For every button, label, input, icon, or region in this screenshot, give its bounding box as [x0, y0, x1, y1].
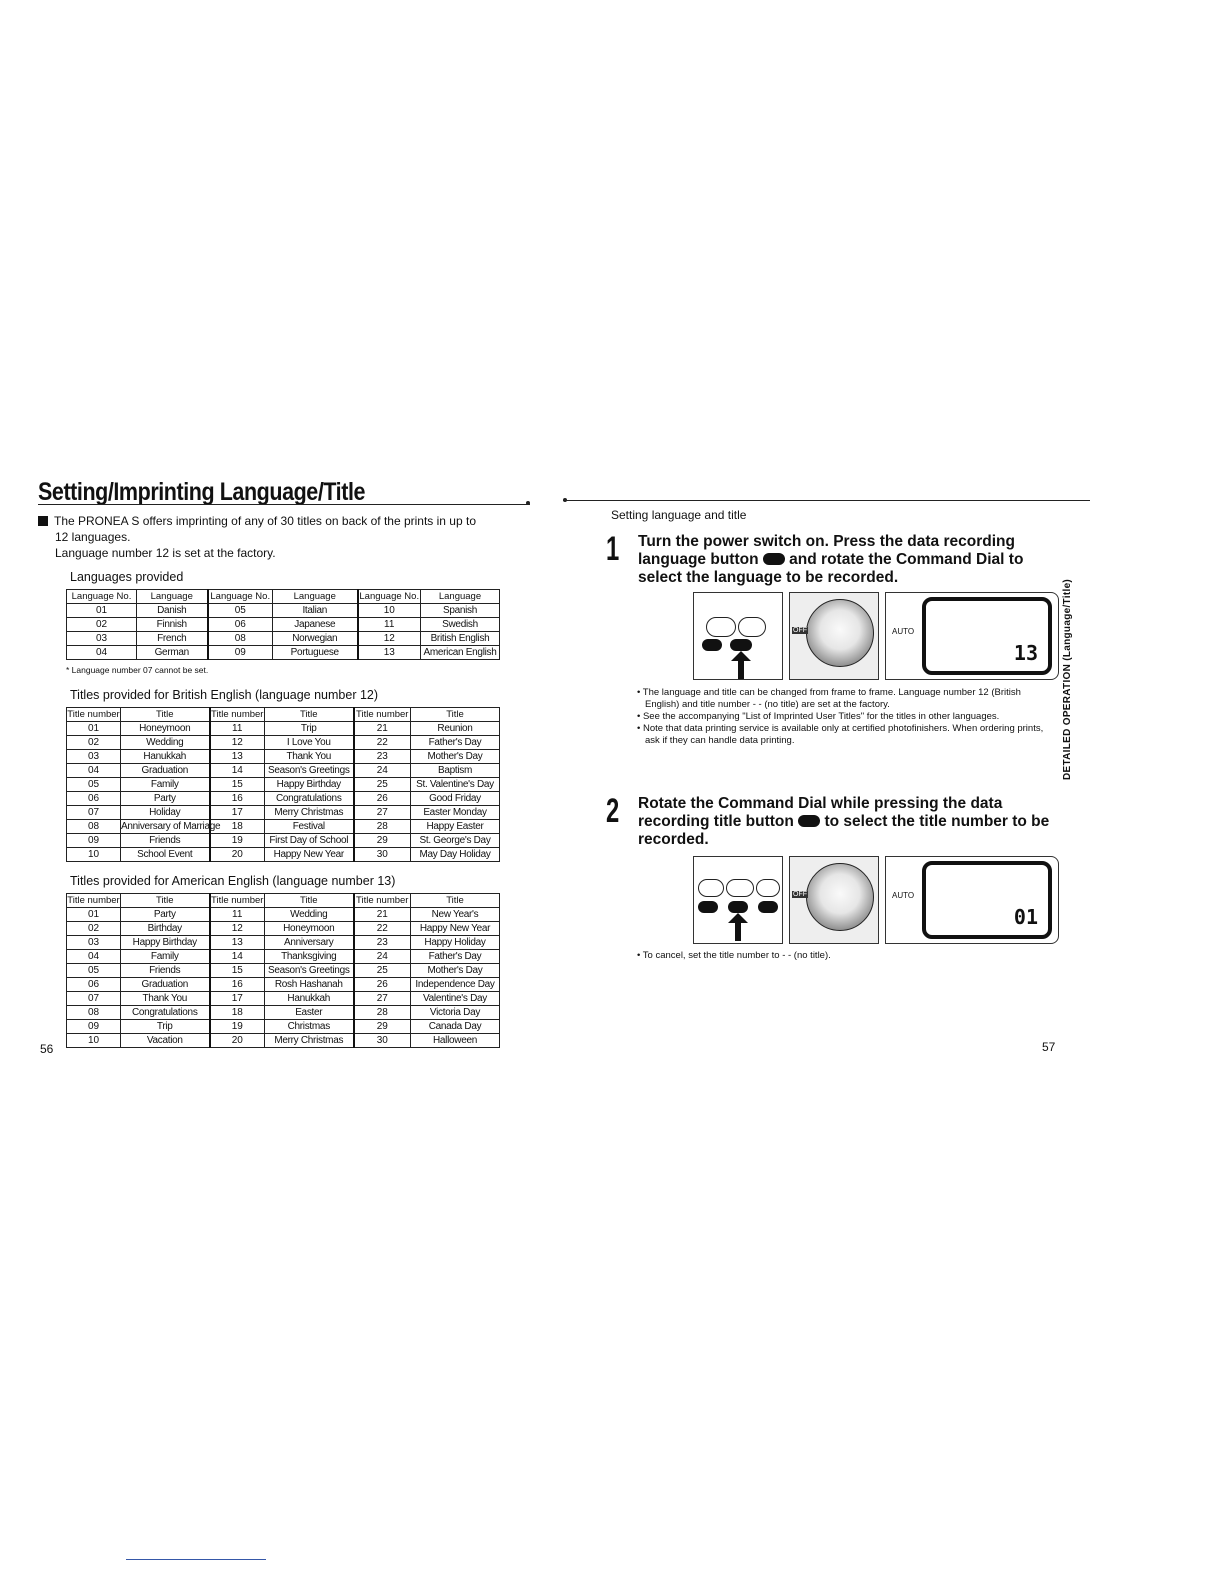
- table-cell: 27: [354, 992, 411, 1006]
- table-cell: 09: [208, 646, 273, 660]
- table-cell: 04: [67, 764, 121, 778]
- table-cell: 11: [210, 722, 265, 736]
- table-cell: Happy Birthday: [265, 778, 354, 792]
- table-header-row: [67, 894, 500, 908]
- table-cell: Friends: [121, 964, 210, 978]
- table-cell: 19: [210, 1020, 265, 1034]
- table-cell: Good Friday: [411, 792, 500, 806]
- step-2-line-3: recorded.: [638, 831, 709, 848]
- table-cell: Reunion: [411, 722, 500, 736]
- table-cell: 01: [67, 722, 121, 736]
- step-1-notes: [637, 687, 1047, 747]
- table-cell: 13: [210, 750, 265, 764]
- table-cell: Canada Day: [411, 1020, 500, 1034]
- square-bullet-icon: [38, 516, 48, 526]
- title-button-icon-inline: [798, 815, 820, 827]
- table-cell: 02: [67, 922, 121, 936]
- table-cell: 12: [210, 736, 265, 750]
- table-cell: Anniversary: [265, 936, 354, 950]
- table-cell: 02: [67, 736, 121, 750]
- table-cell: 01: [67, 604, 137, 618]
- step-1-line-3: select the language to be recorded.: [638, 569, 899, 586]
- flash-button-icon-2: [756, 879, 780, 897]
- table-cell: Congratulations: [265, 792, 354, 806]
- table-cell: 26: [354, 978, 411, 992]
- table-cell: Trip: [265, 722, 354, 736]
- table-header-cell: Language: [421, 590, 500, 604]
- table-cell: 08: [67, 820, 121, 834]
- step-2-line-2a: recording title button: [638, 813, 794, 830]
- off-label-2: OFF: [793, 891, 807, 898]
- intro-line-3: Language number 12 is set at the factory.: [55, 546, 276, 560]
- table-row: [67, 908, 500, 922]
- step-1-illustration: [693, 592, 1058, 680]
- lcd-language-number: 13: [1013, 641, 1038, 665]
- table-cell: 13: [210, 936, 265, 950]
- intro-line-1: The PRONEA S offers imprinting of any of 30 titles on back of the prints in up to: [54, 514, 476, 528]
- table-cell: 15: [210, 964, 265, 978]
- table-cell: 24: [354, 764, 411, 778]
- british-titles-table: [66, 707, 500, 862]
- table-header-cell: Title: [265, 708, 354, 722]
- table-row: [67, 806, 500, 820]
- table-cell: Happy New Year: [265, 848, 354, 862]
- table-row: [67, 632, 500, 646]
- table-cell: 05: [208, 604, 273, 618]
- step-2-line-2b: to select the title number to be: [824, 813, 1050, 830]
- command-dial-icon: [806, 599, 874, 667]
- table-cell: Father's Day: [411, 736, 500, 750]
- table-cell: 16: [210, 792, 265, 806]
- table-cell: 29: [354, 1020, 411, 1034]
- table-cell: Rosh Hashanah: [265, 978, 354, 992]
- table-row: [67, 1020, 500, 1034]
- auto-label: AUTO: [892, 627, 915, 636]
- title-button-icon: [702, 639, 722, 651]
- table-row: [67, 820, 500, 834]
- table-cell: 04: [67, 646, 137, 660]
- lcd-display-2: [922, 861, 1052, 939]
- table-cell: 11: [210, 908, 265, 922]
- table-cell: 03: [67, 936, 121, 950]
- table-cell: Graduation: [121, 978, 210, 992]
- table-cell: Vacation: [121, 1034, 210, 1048]
- table-cell: 25: [354, 778, 411, 792]
- british-titles-caption: Titles provided for British English (language number 12): [70, 688, 379, 702]
- table-cell: 13: [358, 646, 421, 660]
- table-cell: Festival: [265, 820, 354, 834]
- table-row: [67, 978, 500, 992]
- date-button-icon: [698, 901, 718, 913]
- american-titles-table: [66, 893, 500, 1048]
- table-cell: Danish: [137, 604, 208, 618]
- table-row: [67, 618, 500, 632]
- table-cell: 05: [67, 778, 121, 792]
- title-rule-dot: [526, 501, 530, 505]
- table-cell: 06: [67, 792, 121, 806]
- table-cell: Victoria Day: [411, 1006, 500, 1020]
- table-row: [67, 792, 500, 806]
- step-1-line-2: [638, 551, 1058, 569]
- languages-note: * Language number 07 cannot be set.: [66, 665, 209, 675]
- table-cell: 23: [354, 750, 411, 764]
- table-cell: 20: [210, 848, 265, 862]
- table-cell: French: [137, 632, 208, 646]
- table-cell: Italian: [273, 604, 358, 618]
- table-cell: Christmas: [265, 1020, 354, 1034]
- table-cell: Happy Birthday: [121, 936, 210, 950]
- table-cell: 12: [358, 632, 421, 646]
- table-row: [67, 1034, 500, 1048]
- table-cell: 29: [354, 834, 411, 848]
- table-cell: 12: [210, 922, 265, 936]
- lcd-panel-2: [885, 856, 1059, 944]
- table-cell: Family: [121, 778, 210, 792]
- table-cell: Family: [121, 950, 210, 964]
- table-cell: St. Valentine's Day: [411, 778, 500, 792]
- table-cell: 10: [67, 848, 121, 862]
- table-cell: 26: [354, 792, 411, 806]
- table-header-cell: Title number: [211, 895, 264, 906]
- table-cell: 01: [67, 908, 121, 922]
- table-header-row: [67, 708, 500, 722]
- table-cell: Father's Day: [411, 950, 500, 964]
- table-header-cell: Title: [411, 894, 500, 908]
- languages-caption: Languages provided: [70, 570, 184, 584]
- table-header-cell: Title: [265, 894, 354, 908]
- table-cell: 17: [210, 992, 265, 1006]
- table-header-cell: Language: [137, 590, 208, 604]
- table-cell: 18: [210, 1006, 265, 1020]
- table-cell: 19: [210, 834, 265, 848]
- american-titles-caption: Titles provided for American English (language number 13): [70, 874, 396, 888]
- table-row: [67, 834, 500, 848]
- table-cell: 21: [354, 722, 411, 736]
- table-cell: 08: [208, 632, 273, 646]
- table-cell: Honeymoon: [121, 722, 210, 736]
- table-row: [67, 778, 500, 792]
- dial-panel-2: [789, 856, 879, 944]
- table-cell: Party: [121, 792, 210, 806]
- table-cell: Holiday: [121, 806, 210, 820]
- table-cell: May Day Holiday: [411, 848, 500, 862]
- table-header-cell: Title number: [67, 709, 120, 720]
- table-cell: Easter: [265, 1006, 354, 1020]
- table-row: [67, 736, 500, 750]
- flash-button-icon: [738, 617, 766, 637]
- lcd-display: [922, 597, 1052, 675]
- table-cell: Thank You: [121, 992, 210, 1006]
- table-row: [67, 646, 500, 660]
- table-row: [67, 950, 500, 964]
- table-cell: Merry Christmas: [265, 1034, 354, 1048]
- table-header-cell: Language: [273, 590, 358, 604]
- table-cell: 17: [210, 806, 265, 820]
- lcd-title-number: 01: [1013, 905, 1038, 929]
- table-cell: 03: [67, 750, 121, 764]
- table-cell: Graduation: [121, 764, 210, 778]
- table-header-cell: Language No.: [208, 590, 273, 604]
- table-header-cell: Title number: [354, 708, 411, 722]
- table-header-row: [67, 590, 500, 604]
- section-subhead: Setting language and title: [611, 508, 747, 522]
- table-row: [67, 722, 500, 736]
- table-header-cell: Title number: [211, 709, 264, 720]
- table-cell: 08: [67, 1006, 121, 1020]
- table-cell: Hanukkah: [121, 750, 210, 764]
- table-cell: Halloween: [411, 1034, 500, 1048]
- table-row: [67, 750, 500, 764]
- table-cell: Mother's Day: [411, 964, 500, 978]
- table-row: [67, 764, 500, 778]
- table-cell: 06: [208, 618, 273, 632]
- language-button-icon-2: [758, 901, 778, 913]
- table-row: [67, 604, 500, 618]
- lcd-panel: [885, 592, 1059, 680]
- table-cell: Wedding: [121, 736, 210, 750]
- table-header-cell: Language No.: [359, 591, 420, 602]
- table-cell: 28: [354, 1006, 411, 1020]
- table-cell: British English: [421, 632, 500, 646]
- table-cell: Baptism: [411, 764, 500, 778]
- table-cell: 22: [354, 922, 411, 936]
- table-row: [67, 922, 500, 936]
- table-row: [67, 992, 500, 1006]
- table-cell: 24: [354, 950, 411, 964]
- table-cell: Spanish: [421, 604, 500, 618]
- button-panel-2: [693, 856, 783, 944]
- table-cell: Independence Day: [411, 978, 500, 992]
- intro-text: [38, 513, 508, 561]
- table-cell: 14: [210, 950, 265, 964]
- step-2-note-1: • To cancel, set the title number to - - (no title).: [637, 950, 831, 961]
- table-cell: 07: [67, 992, 121, 1006]
- table-cell: 20: [210, 1034, 265, 1048]
- up-arrow-icon-2: [727, 913, 749, 941]
- table-cell: Valentine's Day: [411, 992, 500, 1006]
- table-cell: 06: [67, 978, 121, 992]
- table-cell: Season's Greetings: [265, 964, 354, 978]
- table-row: [67, 964, 500, 978]
- table-header-cell: Title number: [354, 894, 411, 908]
- table-header-cell: Title number: [67, 895, 120, 906]
- table-header-cell: Language No.: [67, 590, 137, 604]
- table-cell: I Love You: [265, 736, 354, 750]
- table-cell: School Event: [121, 848, 210, 862]
- step-2-note: [637, 950, 1047, 962]
- table-cell: 21: [354, 908, 411, 922]
- button-panel: [693, 592, 783, 680]
- language-button-icon-illus: [730, 639, 752, 651]
- table-cell: Japanese: [273, 618, 358, 632]
- table-cell: Friends: [121, 834, 210, 848]
- step-1-text: [638, 533, 1058, 587]
- step-2-line-2: [638, 813, 1058, 831]
- table-cell: Finnish: [137, 618, 208, 632]
- side-tab-label: DETAILED OPERATION (Language/Title): [1062, 578, 1073, 780]
- table-cell: 16: [210, 978, 265, 992]
- table-row: [67, 848, 500, 862]
- table-cell: 25: [354, 964, 411, 978]
- table-cell: 30: [354, 1034, 411, 1048]
- table-header-cell: Title: [121, 894, 210, 908]
- table-cell: Anniversary of Marriage: [121, 821, 221, 832]
- table-row: [67, 1006, 500, 1020]
- table-cell: American English: [421, 646, 500, 660]
- table-cell: 05: [67, 964, 121, 978]
- table-cell: Thank You: [265, 750, 354, 764]
- step-1-number: 1: [606, 530, 620, 568]
- table-cell: 28: [354, 820, 411, 834]
- table-cell: 18: [210, 820, 265, 834]
- table-cell: 14: [210, 764, 265, 778]
- table-cell: Congratulations: [121, 1006, 210, 1020]
- up-arrow-icon: [730, 651, 752, 679]
- page-title: Setting/Imprinting Language/Title: [38, 478, 366, 506]
- table-cell: Mother's Day: [411, 750, 500, 764]
- table-cell: Easter Monday: [411, 806, 500, 820]
- step-1-line-1: Turn the power switch on. Press the data recording: [638, 533, 1015, 550]
- left-page-number: 56: [40, 1042, 54, 1056]
- step-2-illustration: [693, 856, 1058, 944]
- table-cell: 11: [358, 618, 421, 632]
- table-cell: 07: [67, 806, 121, 820]
- step-1-note-3: • Note that data printing service is available only at certified photofinishers. When ordering prints, ask if they can handle data printing.: [637, 723, 1044, 746]
- table-cell: New Year's: [411, 908, 500, 922]
- dial-panel: [789, 592, 879, 680]
- table-cell: Party: [121, 908, 210, 922]
- table-cell: 02: [67, 618, 137, 632]
- mode-button-icon: [706, 617, 736, 637]
- table-cell: Happy Easter: [411, 820, 500, 834]
- table-cell: Happy New Year: [411, 922, 500, 936]
- step-1-line-2b: and rotate the Command Dial to: [789, 551, 1024, 568]
- language-button-icon: [763, 553, 785, 565]
- table-cell: 03: [67, 632, 137, 646]
- step-1-note-2: • See the accompanying "List of Imprinted User Titles" for the titles in other languages.: [637, 711, 1000, 722]
- table-cell: Wedding: [265, 908, 354, 922]
- table-cell: First Day of School: [265, 834, 354, 848]
- table-header-cell: Title: [121, 708, 210, 722]
- off-label: OFF: [793, 627, 807, 634]
- command-dial-icon-2: [806, 863, 874, 931]
- step-2-text: [638, 795, 1058, 849]
- step-2-number: 2: [606, 792, 620, 830]
- table-cell: German: [137, 646, 208, 660]
- step-1-note-1: • The language and title can be changed from frame to frame. Language number 12 (British English) and title number - - (no title) are set at the factory.: [637, 687, 1021, 710]
- table-cell: 10: [358, 604, 421, 618]
- table-cell: Hanukkah: [265, 992, 354, 1006]
- step-2-line-1: Rotate the Command Dial while pressing the data: [638, 795, 1003, 812]
- right-page-number: 57: [1042, 1040, 1056, 1054]
- table-cell: St. George's Day: [411, 834, 500, 848]
- table-cell: 22: [354, 736, 411, 750]
- table-cell: Portuguese: [273, 646, 358, 660]
- table-cell: 15: [210, 778, 265, 792]
- table-cell: Trip: [121, 1020, 210, 1034]
- table-cell: 09: [67, 834, 121, 848]
- table-cell: 27: [354, 806, 411, 820]
- table-cell: Honeymoon: [265, 922, 354, 936]
- table-cell: Norwegian: [273, 632, 358, 646]
- table-cell: 10: [67, 1034, 121, 1048]
- table-cell: 23: [354, 936, 411, 950]
- title-rule: [38, 504, 530, 505]
- table-cell: Season's Greetings: [265, 764, 354, 778]
- table-row: [67, 936, 500, 950]
- table-cell: 04: [67, 950, 121, 964]
- footer-rule: [126, 1559, 266, 1560]
- right-rule: [563, 500, 1090, 501]
- table-cell: 30: [354, 848, 411, 862]
- table-cell: Birthday: [121, 922, 210, 936]
- table-cell: Swedish: [421, 618, 500, 632]
- languages-table: [66, 589, 500, 660]
- table-cell: Thanksgiving: [265, 950, 354, 964]
- title-button-icon-illus: [728, 901, 748, 913]
- table-cell: 09: [67, 1020, 121, 1034]
- mode-button-icon-2: [726, 879, 754, 897]
- self-timer-button-icon: [698, 879, 724, 897]
- table-header-cell: Title: [411, 708, 500, 722]
- table-cell: Happy Holiday: [411, 936, 500, 950]
- right-rule-dot: [563, 498, 567, 502]
- step-1-line-2a: language button: [638, 551, 759, 568]
- auto-label-2: AUTO: [892, 891, 915, 900]
- intro-line-2: 12 languages.: [55, 530, 131, 544]
- table-cell: Merry Christmas: [265, 806, 354, 820]
